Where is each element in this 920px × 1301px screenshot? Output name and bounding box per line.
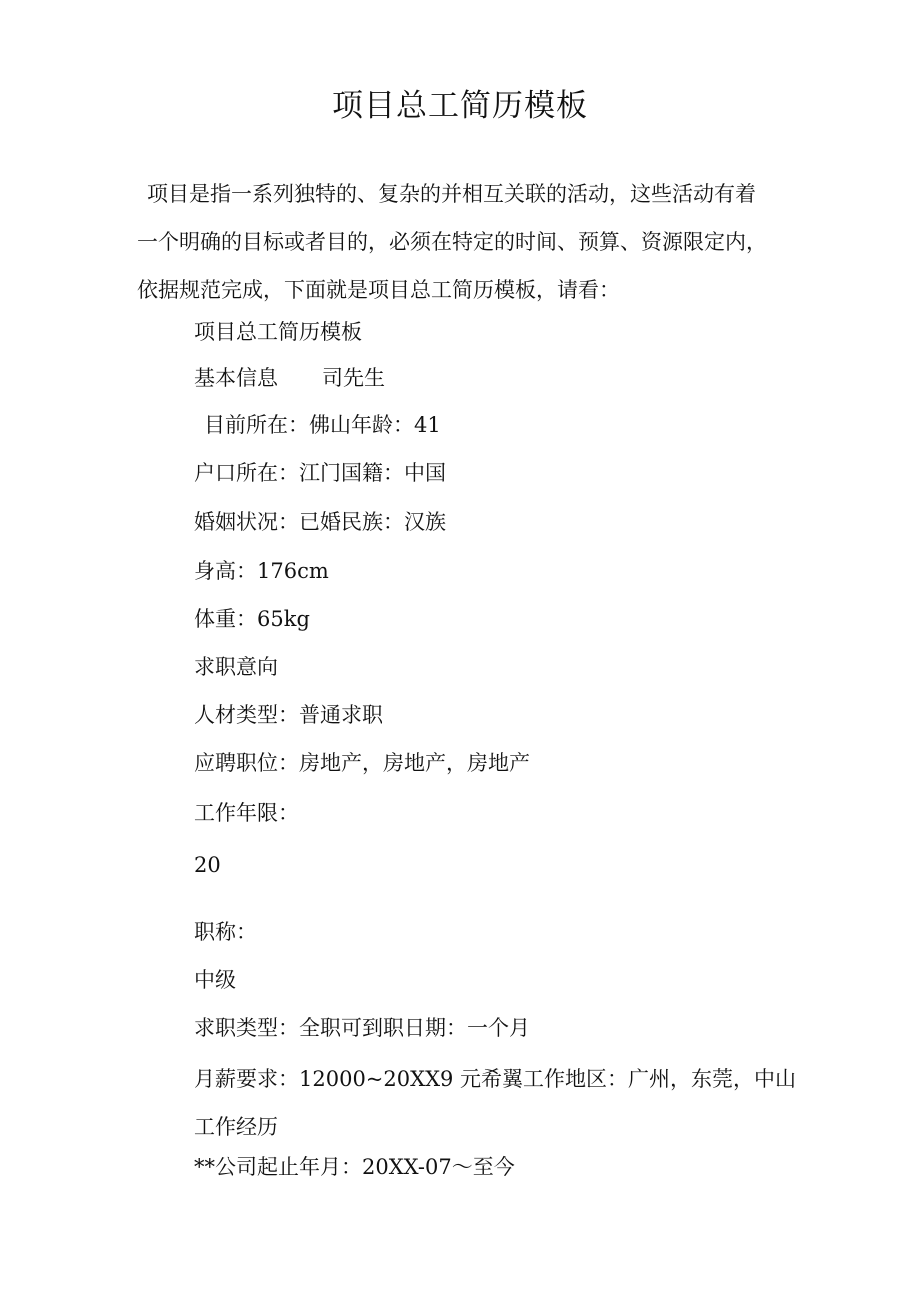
title-label: 职称： bbox=[194, 920, 257, 944]
title-value: 中级 bbox=[194, 968, 236, 992]
years-label: 工作年限： bbox=[194, 801, 299, 825]
document-title: 项目总工简历模板 bbox=[332, 88, 588, 124]
intent-heading: 求职意向 bbox=[194, 655, 278, 679]
height: 身高：176cm bbox=[194, 559, 329, 583]
weight: 体重：65kg bbox=[194, 607, 310, 631]
intro-line: 依据规范完成，下面就是项目总工简历模板，请看： bbox=[137, 278, 620, 302]
company-period: **公司起止年月：20XX-07～至今 bbox=[194, 1155, 515, 1179]
intro-line: 一个明确的目标或者目的，必须在特定的时间、预算、资源限定内， bbox=[137, 230, 767, 254]
location-age: 目前所在：佛山年龄：41 bbox=[204, 413, 441, 437]
resume-heading: 项目总工简历模板 bbox=[194, 320, 362, 344]
salary-area: 月薪要求：12000~20XX9 元希翼工作地区：广州，东莞，中山 bbox=[194, 1067, 797, 1091]
experience-heading: 工作经历 bbox=[194, 1115, 278, 1139]
years-value: 20 bbox=[194, 853, 221, 877]
intro-paragraph bbox=[137, 170, 797, 314]
applied-position: 应聘职位：房地产，房地产，房地产 bbox=[194, 751, 530, 775]
basic-info-row bbox=[194, 363, 385, 393]
job-type-date: 求职类型：全职可到职日期：一个月 bbox=[194, 1016, 530, 1040]
hukou-nationality: 户口所在：江门国籍：中国 bbox=[194, 461, 446, 485]
intro-line: 项目是指一系列独特的、复杂的并相互关联的活动，这些活动有着 bbox=[147, 182, 756, 206]
candidate-name: 司先生 bbox=[322, 366, 385, 390]
basic-info-label: 基本信息 bbox=[194, 366, 278, 390]
talent-type: 人材类型：普通求职 bbox=[194, 703, 383, 727]
marital-ethnicity: 婚姻状况：已婚民族：汉族 bbox=[194, 510, 446, 534]
